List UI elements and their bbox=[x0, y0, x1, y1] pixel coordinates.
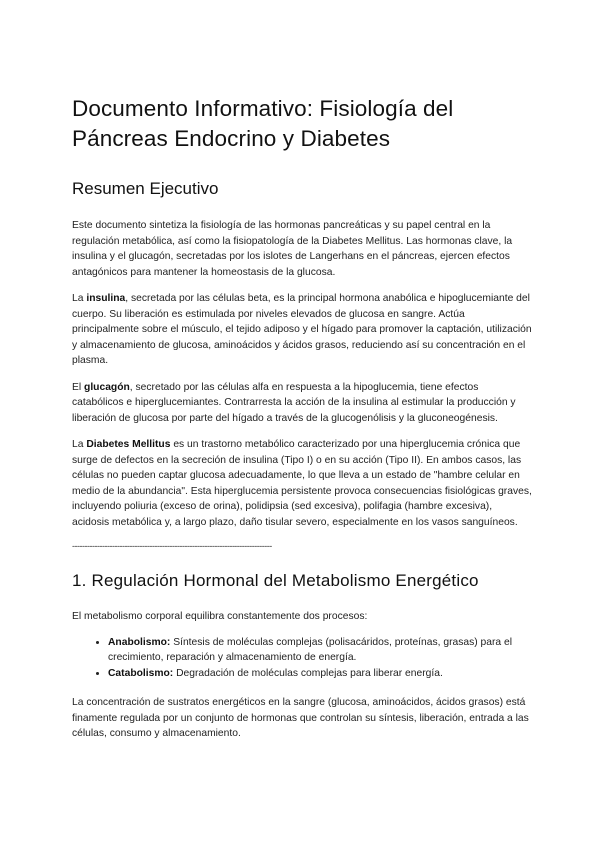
catabolismo-text: Degradación de moléculas complejas para liberar energía. bbox=[173, 667, 443, 679]
separator-line: -------------------------------------------------------------------------------- bbox=[72, 541, 272, 551]
summary-heading: Resumen Ejecutivo bbox=[72, 179, 219, 198]
glucagon-prefix: El bbox=[72, 381, 85, 393]
insulina-text: , secretada por las células beta, es la principal hormona anabólica e hipoglucemiante del cuerpo. Su liberación es estimulada por niveles elevados de glucosa en sangre. Actúa principalmente sobre el músculo, el tejido adiposo y el hígado para promover la captación, utilización y almacenamiento de glucosa, aminoácidos y ácidos grasos, reduciendo así su concentración en el plasma. bbox=[72, 293, 532, 366]
metabolism-list bbox=[72, 635, 532, 682]
diabetes-term: Diabetes Mellitus bbox=[86, 439, 171, 450]
list-item-anabolismo bbox=[108, 635, 532, 666]
insulina-term: insulina bbox=[86, 293, 126, 304]
section-1-intro: El metabolismo corporal equilibra constantemente dos procesos: bbox=[72, 611, 368, 622]
anabolismo-text: Síntesis de moléculas complejas (polisacáridos, proteínas, grasas) para el crecimiento, reparación y almacenamiento de energía. bbox=[108, 636, 513, 663]
diabetes-prefix: La bbox=[72, 439, 87, 450]
section-1-heading: 1. Regulación Hormonal del Metabolismo Energético bbox=[72, 571, 479, 590]
intro-paragraph: Este documento sintetiza la fisiología de las hormonas pancreáticas y su papel central en la regulación metabólica, así como la fisiopatología de la Diabetes Mellitus. Las hormonas clave, la insulina y el glucagón, secretadas por los islotes de Langerhans en el páncreas, ejercen efectos antagónicos para mantener la homeostasis de la glucosa. bbox=[72, 220, 513, 278]
diabetes-text: es un trastorno metabólico caracterizado por una hiperglucemia crónica que surge de defectos en la secreción de insulina (Tipo I) o en su acción (Tipo II). En ambos casos, las células no pueden captar glucosa adecuadamente, lo que lleva a un estado de "hambre celular en medio de la abundancia". Esta hiperglucemia persistente provoca consecuencias fisiológicas graves, incluyendo poliuria (exceso de orina), polidipsia (sed excesiva), polifagia (hambre excesiva), acidosis metabólica y, a largo plazo, daño tisular severo, especialmente en los vasos sanguíneos. bbox=[72, 439, 532, 528]
diabetes-paragraph bbox=[72, 437, 532, 530]
anabolismo-term: Anabolismo: bbox=[108, 636, 171, 648]
glucagon-term: glucagón bbox=[84, 381, 130, 393]
glucagon-text: , secretado por las células alfa en respuesta a la hipoglucemia, tiene efectos catabólicos e hiperglucemiantes. Contrarresta la acción de la insulina al estimular la producción y liberación de glucosa por parte del hígado a través de la glucogenólisis y la gluconeogénesis. bbox=[72, 381, 516, 424]
document-title: Documento Informativo: Fisiología del Páncreas Endocrino y Diabetes bbox=[72, 96, 454, 151]
insulina-prefix: La bbox=[72, 293, 87, 304]
list-item-catabolismo bbox=[108, 666, 532, 682]
section-1-closing: La concentración de sustratos energéticos en la sangre (glucosa, aminoácidos, ácidos grasos) está finamente regulada por un conjunto de hormonas que controlan su síntesis, liberación, entrada a las células, consumo y almacenamiento. bbox=[72, 697, 529, 739]
insulina-paragraph bbox=[72, 291, 532, 369]
document-content bbox=[72, 94, 532, 742]
catabolismo-term: Catabolismo: bbox=[108, 667, 174, 679]
glucagon-paragraph bbox=[72, 380, 532, 427]
